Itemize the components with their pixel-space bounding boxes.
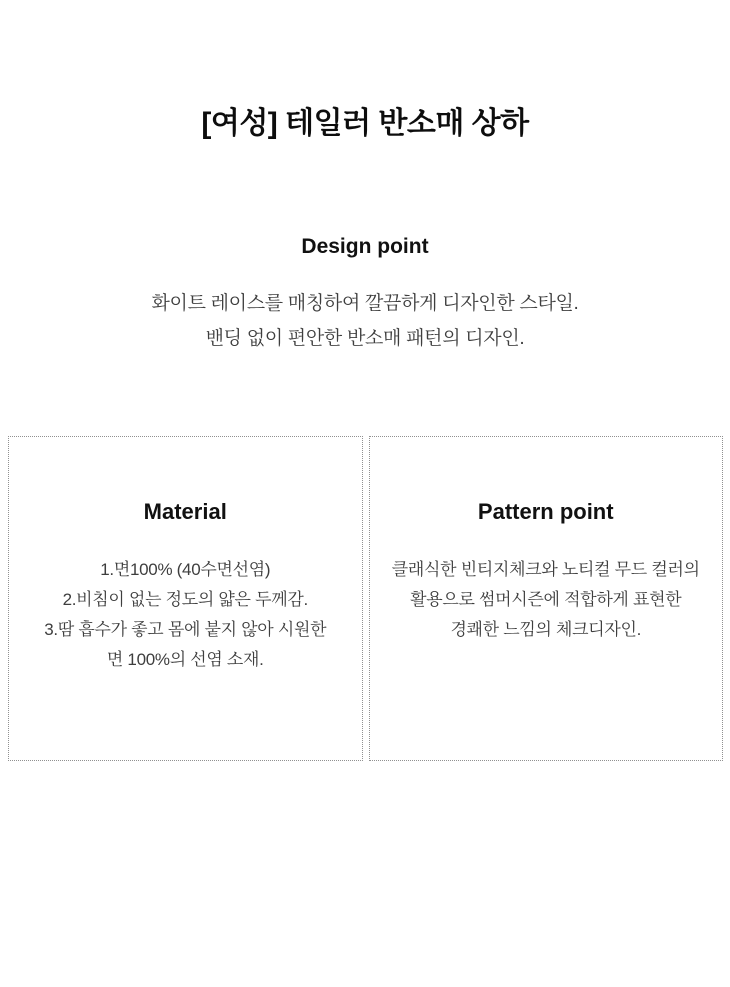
product-detail-page (0, 106, 730, 987)
pattern-point-line-3: 경쾌한 느낌의 체크디자인. (450, 620, 642, 639)
pattern-point-line-2: 활용으로 썸머시즌에 적합하게 표현한 (410, 590, 682, 609)
design-point-section (0, 234, 730, 356)
material-line-4: 면 100%의 선염 소재. (106, 650, 264, 669)
pattern-point-box (369, 436, 724, 761)
design-point-line-2: 밴딩 없이 편안한 반소매 패턴의 디자인. (205, 328, 525, 349)
design-point-line-1: 화이트 레이스를 매칭하여 깔끔하게 디자인한 스타일. (151, 293, 579, 314)
material-box (8, 436, 363, 761)
design-point-heading: Design point (301, 235, 429, 258)
pattern-point-line-1: 클래식한 빈티지체크와 노티컬 무드 컬러의 (391, 560, 700, 579)
pattern-point-heading: Pattern point (477, 499, 614, 524)
material-line-3: 3.땀 흡수가 좋고 몸에 붙지 않아 시원한 (44, 620, 327, 639)
material-line-1: 1.면100% (40수면선염) (100, 560, 271, 579)
product-title: [여성] 테일러 반소매 상하 (201, 107, 529, 140)
material-body (9, 555, 362, 675)
pattern-point-body (370, 555, 723, 645)
material-heading: Material (143, 499, 227, 524)
info-boxes (8, 436, 723, 761)
material-line-2: 2.비침이 없는 정도의 얇은 두께감. (62, 590, 308, 609)
